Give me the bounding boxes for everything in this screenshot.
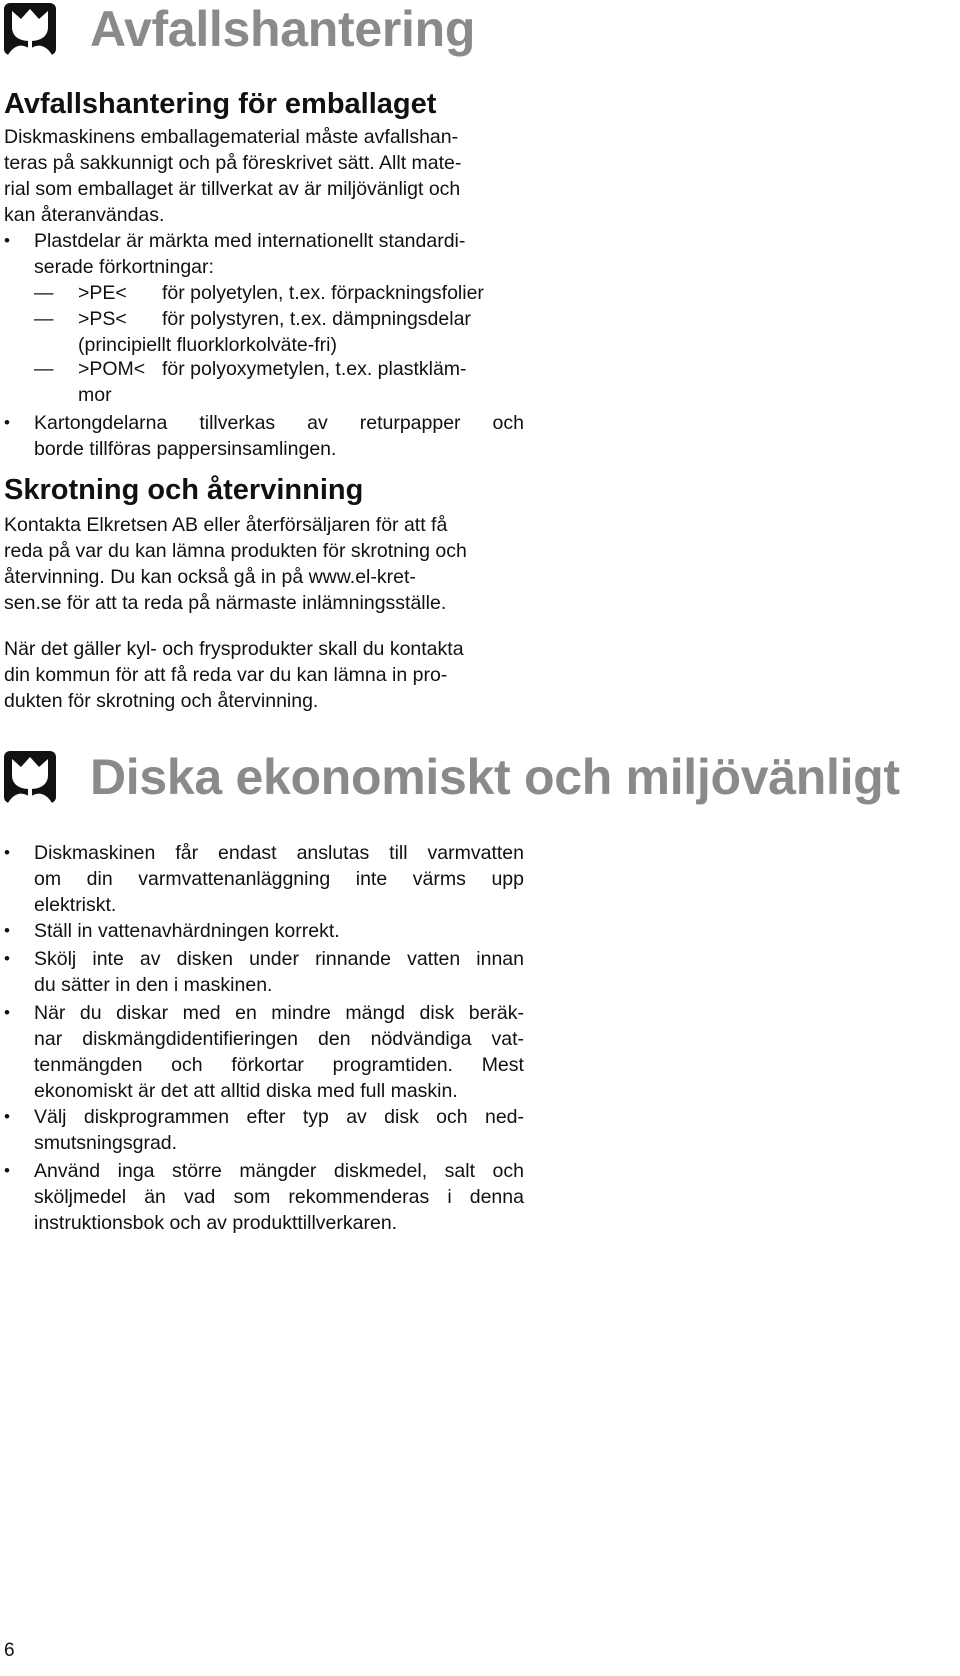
- word: mängder: [239, 1160, 317, 1182]
- word: med: [182, 1002, 221, 1024]
- dash-item-ps: [34, 306, 471, 332]
- text-line: serade förkortningar:: [34, 256, 214, 278]
- text-line: [34, 840, 524, 866]
- text-line: rial som emballaget är tillverkat av är miljövänligt och: [4, 178, 461, 200]
- word: tillverkas: [199, 412, 276, 434]
- bullet-icon: •: [4, 921, 10, 940]
- word: och: [492, 1160, 524, 1182]
- word: Mest: [481, 1054, 524, 1076]
- text-line: Diskmaskinens emballagematerial måste avfallshan-: [4, 126, 459, 148]
- text-line: När det gäller kyl- och frysprodukter skall du kontakta: [4, 638, 464, 660]
- text-line: du sätter in den i maskinen.: [34, 974, 273, 996]
- word: disk: [384, 1106, 419, 1128]
- word: inga: [117, 1160, 155, 1182]
- text-line: [34, 1000, 524, 1026]
- word: än: [144, 1186, 166, 1208]
- word: får: [175, 842, 199, 864]
- word: förkortar: [231, 1054, 304, 1076]
- word: typ: [302, 1106, 329, 1128]
- bullet-icon: •: [4, 1107, 10, 1126]
- word: diskprogrammen: [83, 1106, 230, 1128]
- text-line: ekonomiskt är det att alltid diska med full maskin.: [34, 1080, 458, 1102]
- word: efter: [246, 1106, 286, 1128]
- word: denna: [469, 1186, 524, 1208]
- word: beräk-: [468, 1002, 524, 1024]
- word: den: [318, 1028, 351, 1050]
- word: endast: [218, 842, 277, 864]
- eco-tulip-icon: [4, 3, 56, 55]
- dash-icon: —: [34, 282, 54, 304]
- plastic-code: >PS<: [78, 308, 127, 330]
- eco-tulip-icon: [4, 751, 56, 803]
- list-item: [4, 410, 524, 462]
- word: Skölj: [34, 948, 77, 970]
- word: som: [233, 1186, 271, 1208]
- word: salt: [444, 1160, 475, 1182]
- packaging-intro: [4, 124, 524, 228]
- bullet-icon: •: [4, 1161, 10, 1180]
- word: om: [34, 868, 62, 890]
- word: När: [34, 1002, 66, 1024]
- word: innan: [476, 948, 524, 970]
- word: till: [389, 842, 408, 864]
- text-line: sen.se för att ta reda på närmaste inlämningsställe.: [4, 592, 447, 614]
- word: diskar: [116, 1002, 169, 1024]
- word: inte: [92, 948, 124, 970]
- list-item: [4, 918, 524, 944]
- bullet-icon: •: [4, 231, 10, 250]
- page-title: Avfallshantering: [90, 1, 476, 57]
- word: rekommenderas: [288, 1186, 430, 1208]
- word: tenmängden: [34, 1054, 143, 1076]
- text-line: [34, 1104, 524, 1130]
- bullet-icon: •: [4, 413, 10, 432]
- list-item: [4, 946, 524, 998]
- word: diskmedel,: [333, 1160, 428, 1182]
- cooling-products-paragraph: [4, 636, 524, 714]
- word: mindre: [271, 1002, 331, 1024]
- list-item: [4, 1158, 524, 1236]
- word: större: [172, 1160, 222, 1182]
- word: nar: [34, 1028, 63, 1050]
- text-line: Kontakta Elkretsen AB eller återförsäljaren för att få: [4, 514, 448, 536]
- page-number: 6: [4, 1640, 15, 1661]
- word: av: [139, 948, 161, 970]
- dash-icon: —: [34, 308, 54, 330]
- word: vat-: [491, 1028, 524, 1050]
- word: din: [86, 868, 113, 890]
- scrapping-paragraph: [4, 512, 524, 616]
- word: inte: [355, 868, 388, 890]
- word: vad: [183, 1186, 216, 1208]
- word: upp: [491, 868, 524, 890]
- word: av: [307, 412, 328, 434]
- text-line: [34, 410, 524, 436]
- text-line: kan återanvändas.: [4, 204, 165, 226]
- text-line: borde tillföras pappersinsamlingen.: [34, 438, 337, 460]
- text-line: [34, 1026, 524, 1052]
- text-line: återvinning. Du kan också gå in på www.el-kret-: [4, 566, 416, 588]
- word: disken: [176, 948, 233, 970]
- section-header-waste: [4, 0, 475, 58]
- text-line: dukten för skrotning och återvinning.: [4, 690, 319, 712]
- word: diskmängdidentifieringen: [82, 1028, 298, 1050]
- word: nödvändiga: [370, 1028, 472, 1050]
- list-item: [4, 1000, 524, 1104]
- word: returpapper: [359, 412, 461, 434]
- list-item: [4, 228, 524, 280]
- dash-item-continuation: (principiellt fluorklorkolväte-fri): [78, 334, 337, 356]
- word: och: [171, 1054, 203, 1076]
- text-line: instruktionsbok och av produkttillverkaren.: [34, 1212, 398, 1234]
- word: rinnande: [315, 948, 391, 970]
- word: Diskmaskinen: [34, 842, 156, 864]
- bullet-icon: •: [4, 1003, 10, 1022]
- list-item: [4, 840, 524, 918]
- text-line: [34, 1052, 524, 1078]
- word: Välj: [34, 1106, 67, 1128]
- text-line: reda på var du kan lämna produkten för skrotning och: [4, 540, 467, 562]
- text-line: elektriskt.: [34, 894, 117, 916]
- word: varmvatten: [427, 842, 524, 864]
- word: av: [346, 1106, 367, 1128]
- word: ned-: [484, 1106, 524, 1128]
- word: du: [79, 1002, 102, 1024]
- word: i: [447, 1186, 452, 1208]
- section-title: Diska ekonomiskt och miljövänligt: [90, 749, 900, 805]
- text-line: teras på sakkunnigt och på föreskrivet sätt. Allt mate-: [4, 152, 462, 174]
- dash-icon: —: [34, 358, 54, 380]
- text-line: din kommun för att få reda var du kan lämna in pro-: [4, 664, 448, 686]
- word: vatten: [407, 948, 461, 970]
- plastic-description: för polystyren, t.ex. dämpningsdelar: [162, 308, 471, 330]
- word: och: [492, 412, 524, 434]
- dash-item-pom: [34, 356, 467, 382]
- packaging-heading: Avfallshantering för emballaget: [4, 88, 437, 120]
- word: och: [436, 1106, 468, 1128]
- plastic-description: för polyoxymetylen, t.ex. plastkläm-: [162, 358, 467, 380]
- text-line: [34, 866, 524, 892]
- word: under: [249, 948, 299, 970]
- section-header-eco-washing: [4, 748, 900, 806]
- word: anslutas: [296, 842, 370, 864]
- dash-item-pe: [34, 280, 484, 306]
- text-line: [34, 946, 524, 972]
- bullet-icon: •: [4, 949, 10, 968]
- plastic-code: >PE<: [78, 282, 127, 304]
- text-line: [34, 1184, 524, 1210]
- list-item: [4, 1104, 524, 1156]
- word: mängd: [345, 1002, 406, 1024]
- plastic-code: >POM<: [78, 358, 146, 380]
- text-line: [34, 1158, 524, 1184]
- text-line: Ställ in vattenavhärdningen korrekt.: [34, 920, 340, 942]
- word: Använd: [34, 1160, 101, 1182]
- word: en: [235, 1002, 257, 1024]
- scrapping-heading: Skrotning och återvinning: [4, 474, 364, 506]
- text-line: smutsningsgrad.: [34, 1132, 178, 1154]
- bullet-icon: •: [4, 843, 10, 862]
- word: disk: [419, 1002, 455, 1024]
- plastic-description: för polyetylen, t.ex. förpackningsfolier: [162, 282, 484, 304]
- text-line: Plastdelar är märkta med internationellt standardi-: [34, 230, 466, 252]
- word: varmvattenanläggning: [138, 868, 331, 890]
- word: programtiden.: [332, 1054, 453, 1076]
- word: Kartongdelarna: [34, 412, 168, 434]
- word: värms: [412, 868, 466, 890]
- dash-item-continuation: mor: [78, 384, 112, 406]
- word: sköljmedel: [34, 1186, 127, 1208]
